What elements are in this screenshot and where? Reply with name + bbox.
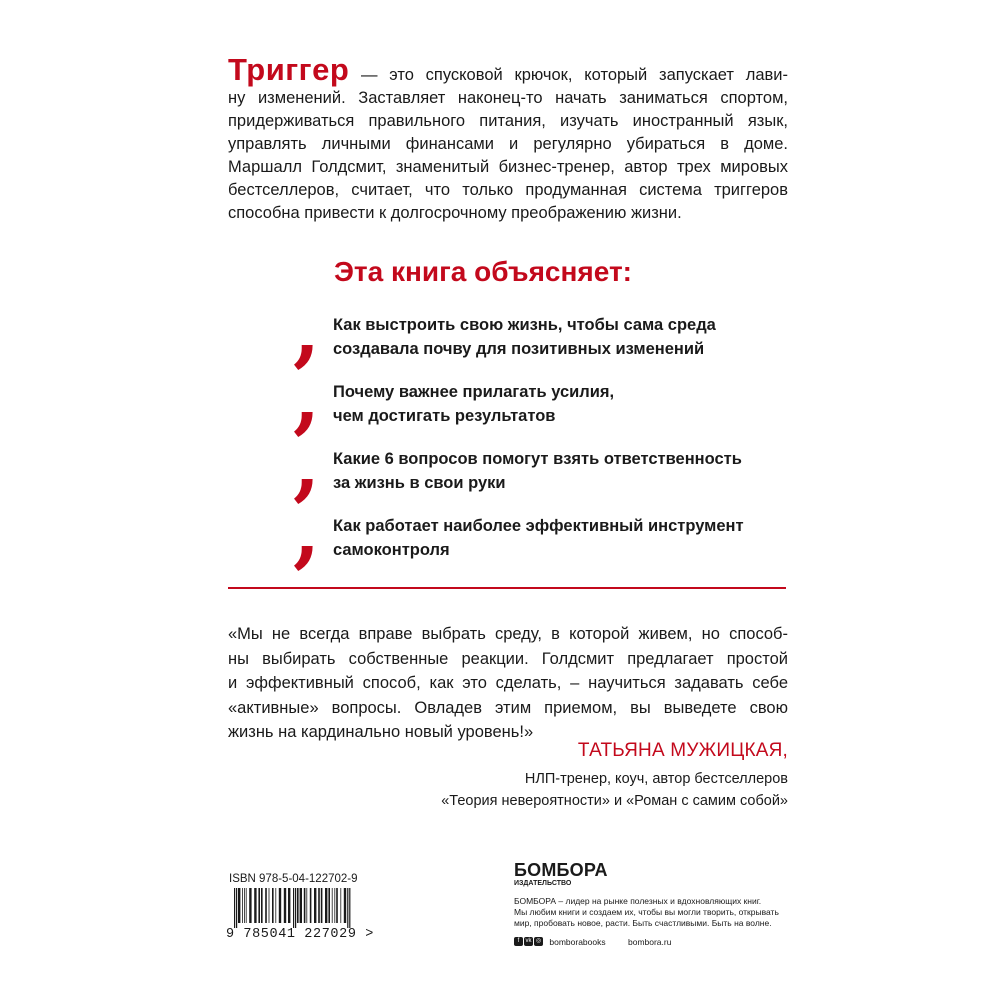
intro-line: управлять личными финансами и регулярно убираться в доме. [228, 135, 788, 153]
publisher-about: БОМБОРА – лидер на рынке полезных и вдохновляющих книг. Мы любим книги и создаем их, чтобы вы могли творить, открывать мир, пробовать новое, расти. Быть счастливыми. Быть на волне. [514, 896, 779, 929]
point-text: Как работает наиболее эффективный инструмент самоконтроля [333, 517, 744, 559]
list-item [293, 352, 793, 448]
vk-icon[interactable]: vk [525, 938, 532, 945]
intro-paragraph [228, 52, 788, 225]
comma-bullet-icon: , [293, 486, 321, 577]
quote-line: и эффективный способ, как это сделать, – научиться задавать себе [228, 674, 788, 692]
list-item [293, 486, 793, 582]
quote-line: «Мы не всегда вправе выбрать среду, в которой живем, но способ- [228, 625, 788, 643]
comma-bullet-icon: , [293, 419, 321, 510]
quote-author-info: НЛП-тренер, коуч, автор бестселлеров «Теория невероятности» и «Роман с самим собой» [441, 771, 788, 809]
comma-bullet-icon: , [293, 285, 321, 376]
quote-line: ны выбирать собственные реакции. Голдсмит предлагает простой [228, 649, 788, 668]
social-links [514, 936, 671, 948]
intro-line: способна привести к долгосрочному преображению жизни. [228, 204, 682, 222]
barcode-number: 9 785041 227029 > [226, 927, 374, 942]
section-title: Эта книга объясняет: [334, 256, 632, 287]
website-link[interactable]: bombora.ru [627, 936, 672, 947]
divider [228, 587, 786, 589]
quote-line: «активные» вопросы. Овладев этим приемом, вы выведете свою [228, 698, 788, 717]
intro-line: бестселлеров, считает, что только продуманная система триггеров [228, 181, 788, 199]
quote-author: ТАТЬЯНА МУЖИЦКАЯ, [577, 740, 788, 761]
isbn-label: ISBN 978-5-04-122702-9 [229, 873, 358, 885]
barcode-icon [226, 888, 388, 928]
intro-line: ну изменений. Заставляет наконец-то начать заниматься спортом, [228, 89, 788, 107]
point-text: Какие 6 вопросов помогут взять ответственность за жизнь в свои руки [333, 450, 742, 492]
point-text: Почему важнее прилагать усилия, чем достигать результатов [333, 383, 615, 425]
social-handle[interactable]: bomborabooks [549, 936, 606, 947]
quote-block [228, 622, 788, 745]
publisher-logo: БОМБОРА [514, 860, 608, 880]
publisher-logo-sub: ИЗДАТЕЛЬСТВО [514, 880, 572, 887]
points-list [293, 285, 793, 582]
intro-line: придерживаться правильного питания, изучать иностранный язык, [228, 112, 788, 130]
intro-line: Триггер — это спусковой крючок, который запускает лави- [228, 52, 788, 87]
intro-line: Маршалл Голдсмит, знаменитый бизнес-тренер, автор трех мировых [228, 158, 788, 176]
comma-bullet-icon: , [293, 352, 321, 443]
facebook-icon[interactable]: f [514, 937, 523, 946]
intro-lead-word: Триггер [228, 52, 350, 87]
list-item [293, 419, 793, 515]
point-text: Как выстроить свою жизнь, чтобы сама среда создавала почву для позитивных изменений [333, 316, 716, 358]
list-item [293, 285, 793, 381]
instagram-icon[interactable]: ◎ [535, 938, 542, 945]
quote-line: жизнь на кардинально новый уровень!» [228, 723, 534, 741]
